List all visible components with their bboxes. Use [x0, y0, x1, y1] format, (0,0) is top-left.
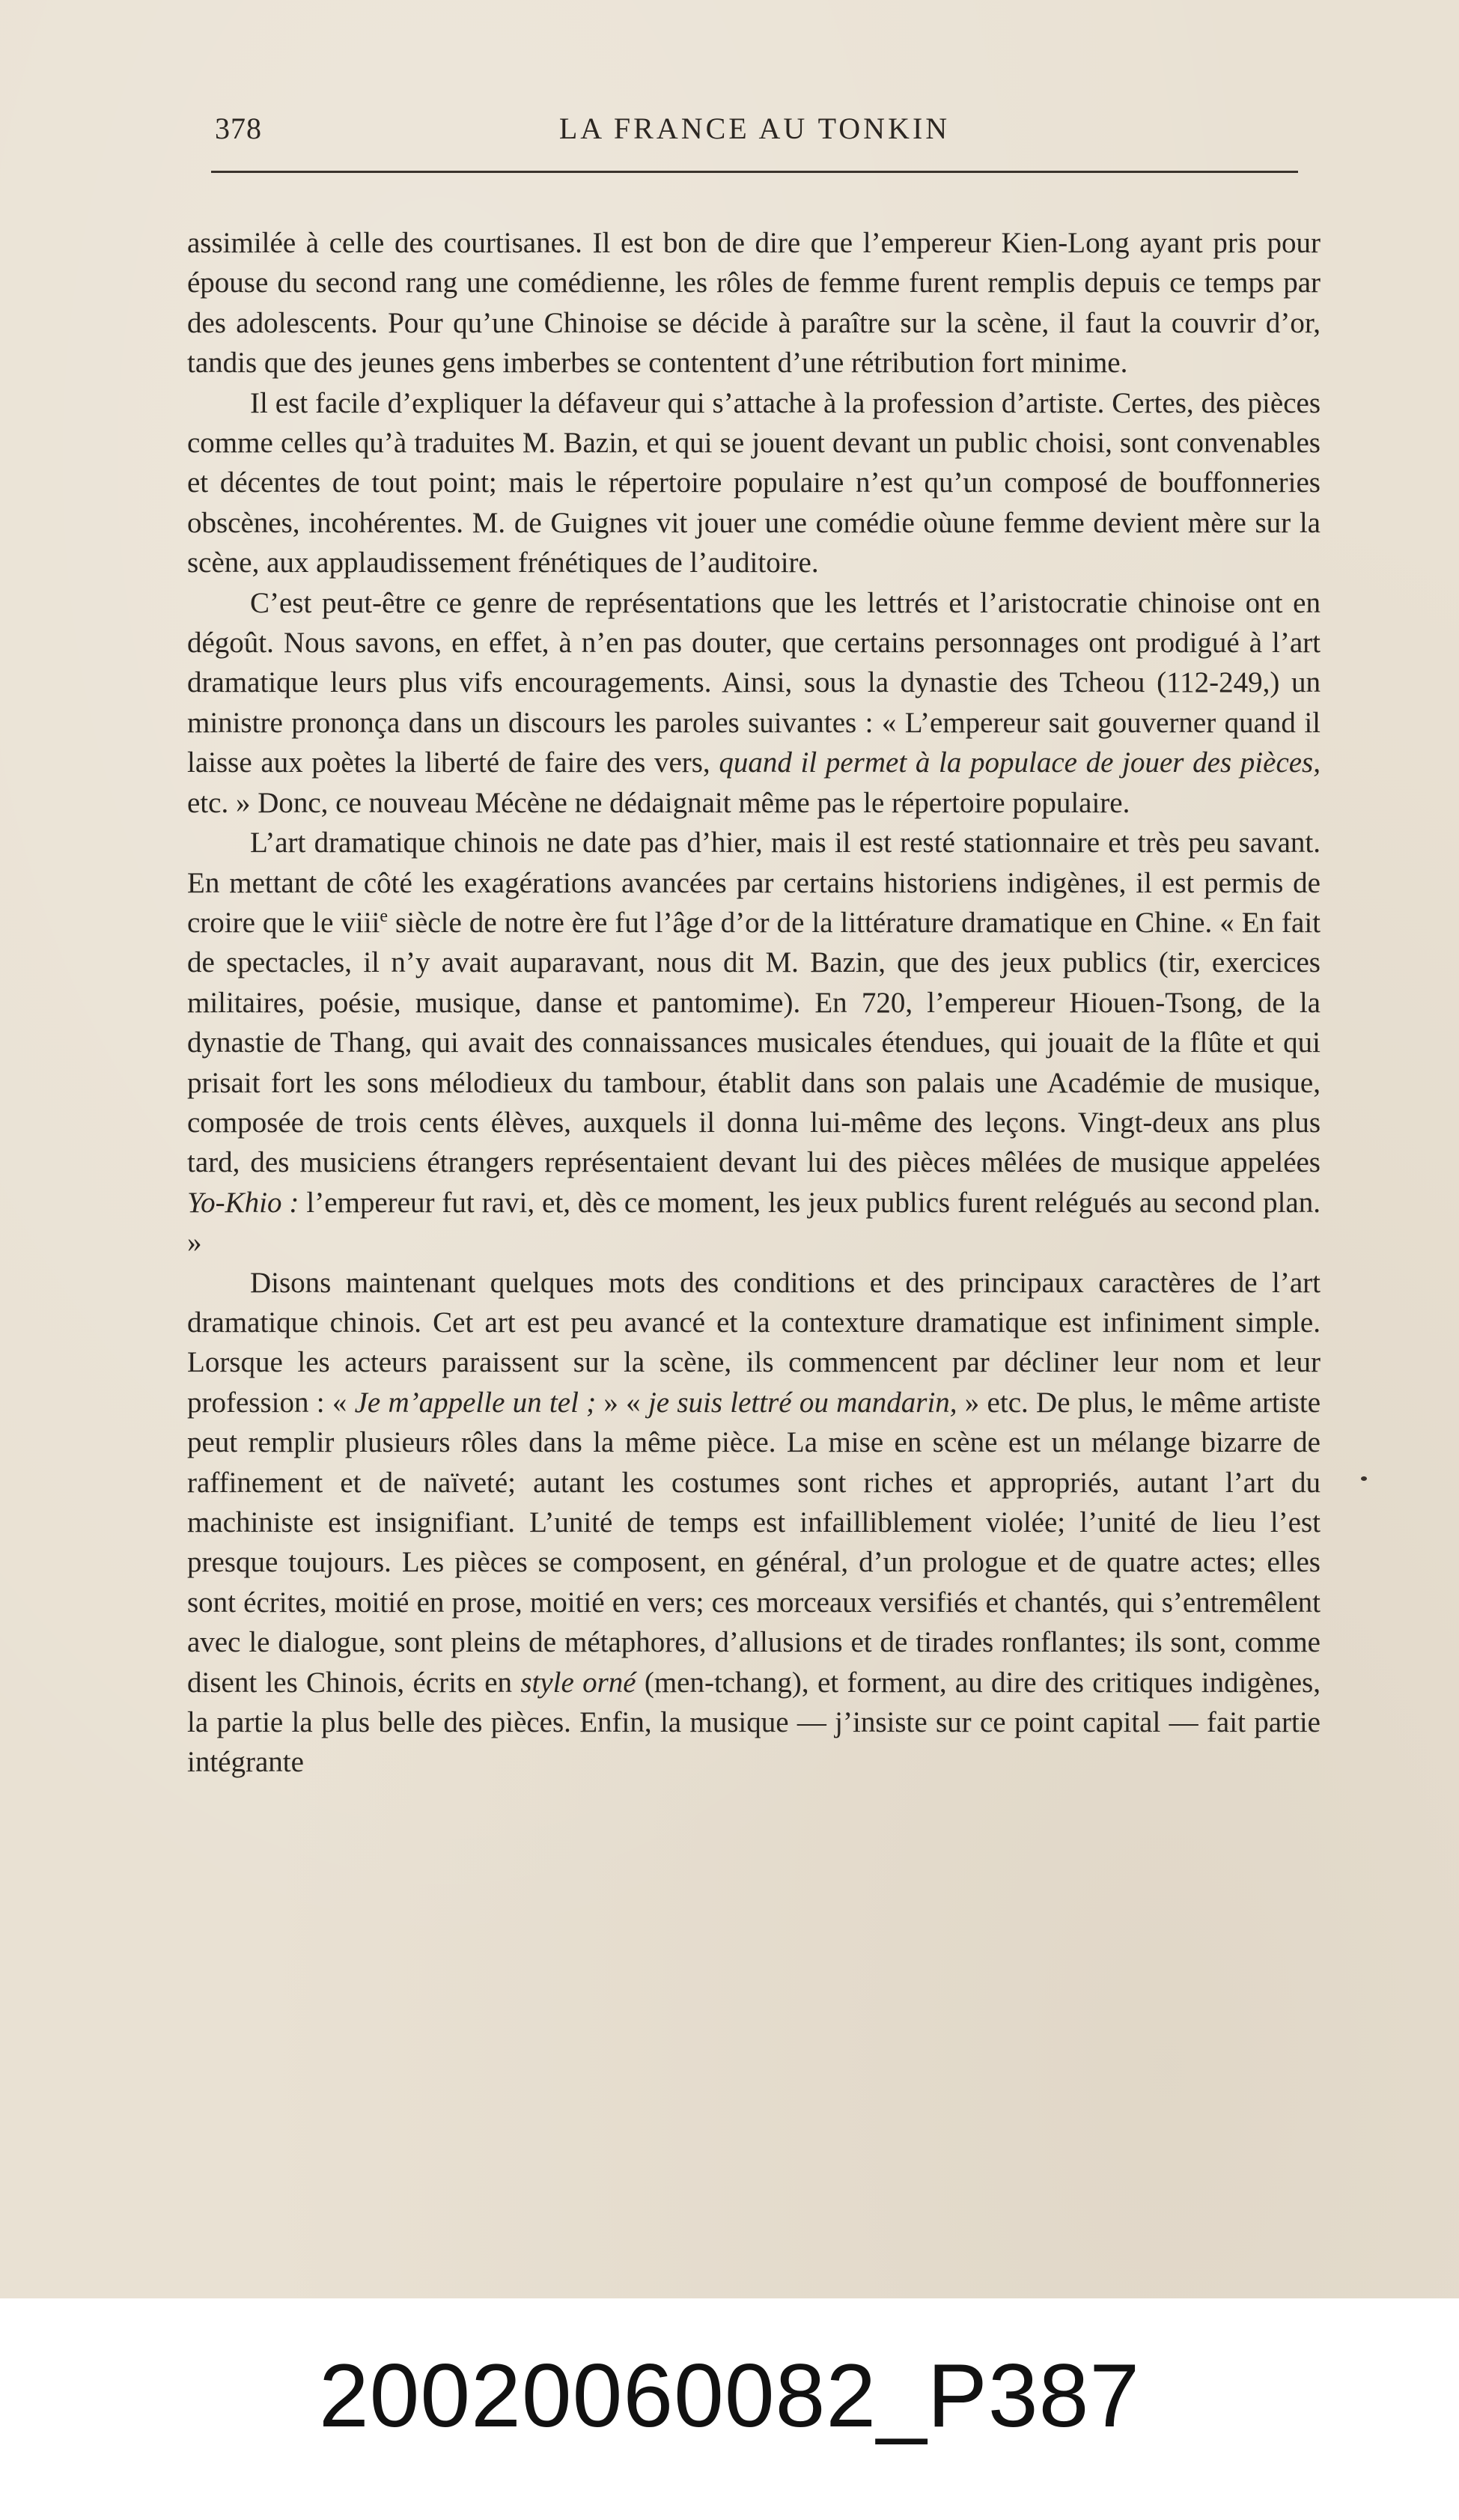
running-title: LA FRANCE AU TONKIN: [558, 112, 951, 145]
page-header: [211, 111, 1298, 163]
paragraph-3: [187, 583, 1321, 823]
italic-quote: je suis lettré ou mandarin,: [648, 1386, 957, 1419]
century-numeral: viii: [341, 906, 380, 939]
ink-speck: [1361, 1476, 1367, 1481]
body-text: [187, 223, 1321, 1783]
text-run: (men-tchang), et forment, au dire des critiques indigènes, la partie la plus belle des pièces. Enfin, la musique — j’insiste sur ce point capital — fait partie intégrante: [187, 1666, 1321, 1779]
text-run: » «: [596, 1386, 648, 1419]
paragraph-2: Il est facile d’expliquer la défaveur qui s’attache à la profession d’artiste. Certes, des pièces comme celles qu’à traduites M. Bazin, et qui se jouent devant un public choisi, sont convenables et décentes de tout point; mais le répertoire populaire n’est qu’un composé de bouffonneries obscènes, incohérentes. M. de Guignes vit jouer une comédie oùune femme devient mère sur la scène, aux applaudissement frénétiques de l’auditoire.: [187, 386, 1321, 579]
paragraph-5: [187, 1263, 1321, 1783]
italic-term: style orné: [520, 1666, 636, 1699]
page-number: 378: [215, 112, 262, 145]
text-run: » etc. De plus, le même artiste peut remplir plusieurs rôles dans la même pièce. La mise en scène est un mélange bizarre de raffinement et de naïveté; autant les costumes sont riches et appropriés, autant l’art du machiniste est insignifiant. L’unité de temps est infailliblement violée; l’unité de lieu l’est presque toujours. Les pièces se composent, en général, d’un prologue et de quatre actes; elles sont écrites, moitié en prose, moitié en vers; ces morceaux versifiés et chantés, qui s’entremêlent avec le dialogue, sont pleins de métaphores, d’allusions et de tirades ronflantes; ils sont, comme disent les Chinois, écrits en: [187, 1386, 1321, 1699]
paragraph-4: [187, 823, 1321, 1262]
scan-id-label: 20020060082_P387: [318, 2346, 1141, 2446]
italic-quote: quand il permet à la populace de jouer des pièces,: [719, 746, 1321, 779]
italic-quote: Je m’appelle un tel ;: [354, 1386, 597, 1419]
italic-term: Yo-Khio :: [187, 1186, 299, 1219]
paragraph-1: assimilée à celle des courtisanes. Il est bon de dire que l’empereur Kien-Long ayant pris pour épouse du second rang une comédienne, les rôles de femme furent remplis depuis ce temps par des adolescents. Pour qu’une Chinoise se décide à paraître sur la scène, il faut la couvrir d’or, tandis que des jeunes gens imberbes se contentent d’une rétribution fort minime.: [187, 227, 1321, 380]
text-run: siècle de notre ère fut l’âge d’or de la littérature dramatique en Chine. « En fait de spectacles, il n’y avait auparavant, nous dit M. Bazin, que des jeux publics (tir, exercices militaires, poésie, musique, danse et pantomime). En 720, l’empereur Hiouen-Tsong, de la dynastie de Thang, qui avait des connaissances musicales étendues, qui jouait de la flûte et qui prisait fort les sons mélodieux du tambour, établit dans son palais une Académie de musique, composée de trois cents élèves, auxquels il donna lui-même des leçons. Vingt-deux ans plus tard, des musiciens étrangers représentaient devant lui des pièces mêlées de musique appelées: [187, 906, 1321, 1179]
text-run: Disons maintenant quelques mots des conditions et des principaux caractères de l’art dramatique chinois. Cet art est peu avancé et la contexture dramatique est infiniment simple. Lorsque les acteurs paraissent sur la scène, ils commencent par décliner leur nom et leur profession : «: [187, 1266, 1321, 1419]
text-run: l’empereur fut ravi, et, dès ce moment, les jeux publics furent relégués au second plan. »: [187, 1186, 1321, 1259]
text-run: L’art dramatique chinois ne date pas d’hier, mais il est resté stationnaire et très peu savant. En mettant de côté les exagérations avancées par certains historiens indigènes, il est permis de croire que le: [187, 827, 1321, 939]
century-superscript: e: [380, 906, 389, 926]
header-rule: [211, 171, 1298, 173]
text-run: etc. » Donc, ce nouveau Mécène ne dédaignait même pas le répertoire populaire.: [187, 786, 1130, 819]
text-run: C’est peut-être ce genre de représentations que les lettrés et l’aristocratie chinoise ont en dégoût. Nous savons, en effet, à n’en pas douter, que certains personnages ont prodigué à l’art dramatique leurs plus vifs encouragements. Ainsi, sous la dynastie des Tcheou (112-249,) un ministre prononça dans un discours les paroles suivantes : « L’empereur sait gouverner quand il laisse aux poètes la liberté de faire des vers,: [187, 586, 1321, 779]
